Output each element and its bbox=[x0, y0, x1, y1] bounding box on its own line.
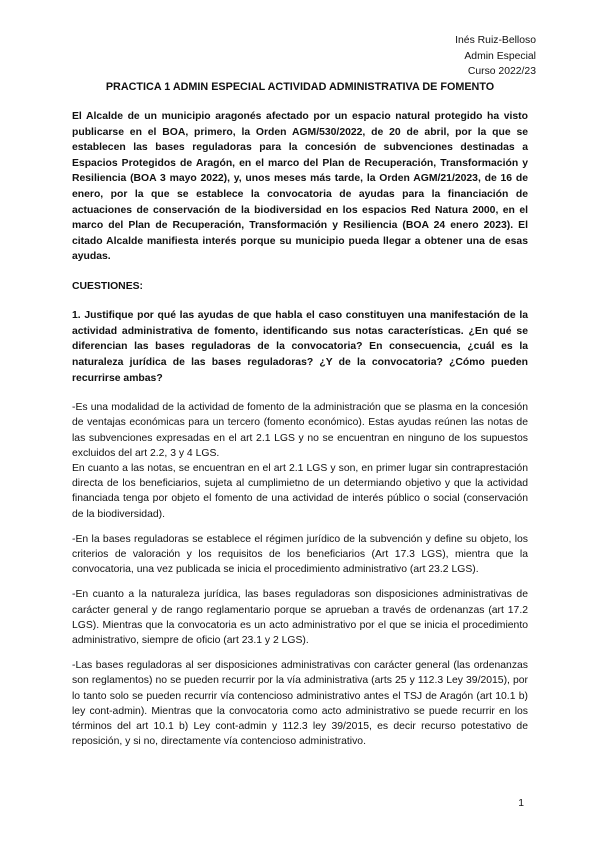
question-1: 1. Justifique por qué las ayudas de que habla el caso constituyen una manifestación de la actividad administrativa de fomento, identificando sus notas características. ¿En qué se diferencian las bases reguladoras de la convocatoria? En consecuencia, ¿cuál es la naturaleza jurídica de las bases reguladoras? ¿Y de la convocatoria? ¿Cómo pueden recurrirse ambas? bbox=[72, 310, 528, 384]
header-author: Inés Ruiz-Belloso bbox=[455, 35, 536, 46]
answer-paragraph-1: -Es una modalidad de la actividad de fomento de la administración que se plasma en la concesión de ventajas económicas para un tercero (fomento económico). Estas ayudas reúnen las notas de las subvenciones expresadas en el art 2.1 LGS y no se encuentran en ninguno de los supuestos excluidos del art 2.2, 3 y 4 LGS. bbox=[72, 402, 528, 459]
header-course: Curso 2022/23 bbox=[467, 66, 536, 78]
answer-paragraph-5: -Las bases reguladoras al ser disposiciones administrativas con carácter general (las ordenanzas son reglamentos) no se pueden recurrir por la vía administrativa (arts 25 y 112.3 Ley 39/2015), por lo tanto solo se pueden recurrir vía contencioso administrativo antes el TSJ de Aragón (art 10.1 b) ley cont-admin). Mientras que la convocatoria como acto administrativo se puede recurrir en los términos del art 10.1 b) Ley cont-admin y 112.3 ley 39/2015, es decir recurso potestativo de reposición, y si no, directamente vía contencioso administrativo. bbox=[72, 660, 528, 748]
page-number: 1 bbox=[518, 798, 524, 809]
answer-paragraph-2: En cuanto a las notas, se encuentran en el art 2.1 LGS y son, en primer lugar sin contraprestación directa de los beneficiarios, sujeta al cumplimietno de un determiando objetivo y que la actividad financiada tenga por objeto el fomento de una actividad de interés público o social (conservación de la biodiversidad). bbox=[72, 462, 528, 520]
answer-paragraph-3: -En la bases reguladoras se establece el régimen jurídico de la subvención y define su objeto, los criterios de valoración y los requisitos de los beneficiarios (Art 17.3 LGS), mientra que la convocatoria, una vez publicada se inicia el procedimiento administrativo (art 23.2 LGS). bbox=[72, 533, 528, 576]
questions-heading: CUESTIONES: bbox=[72, 280, 144, 292]
page-header bbox=[455, 33, 536, 80]
answer-paragraph-4: -En cuanto a la naturaleza jurídica, las bases reguladoras son disposiciones administrativas de carácter general y de rango reglamentario porque se aprueban a través de ordenanzas (art 17.2 LGS). Mientras que la convocatoria es un acto administrativo por el que se inicia el procedimiento administrativo, siempre de oficio (art 23.1 y 2 LGS). bbox=[72, 589, 528, 646]
header-subject: Admin Especial bbox=[464, 50, 536, 62]
document-body bbox=[72, 109, 528, 749]
document-title: PRACTICA 1 ADMIN ESPECIAL ACTIVIDAD ADMINISTRATIVA DE FOMENTO bbox=[105, 81, 495, 93]
case-statement: El Alcalde de un municipio aragonés afectado por un espacio natural protegido ha visto publicarse en el BOA, primero, la Orden AGM/530/2022, de 20 de abril, por la que se establecen las bases reguladoras para la concesión de subvenciones destinadas a Espacios Protegidos de Aragón, en el marco del Plan de Recuperación, Transformación y Resiliencia (BOA 3 mayo 2022), y, unos meses más tarde, la Orden AGM/21/2023, de 16 de enero, por la que se establece la convocatoria de ayudas para la financiación de actuaciones de conservación de la biodiversidad en los espacios Red Natura 2000, en el marco del Plan de Recuperación, Transformación y Resiliencia (BOA 24 enero 2023). El citado Alcalde manifiesta interés porque su municipio pueda llegar a obtener una de esas ayudas. bbox=[72, 111, 528, 263]
